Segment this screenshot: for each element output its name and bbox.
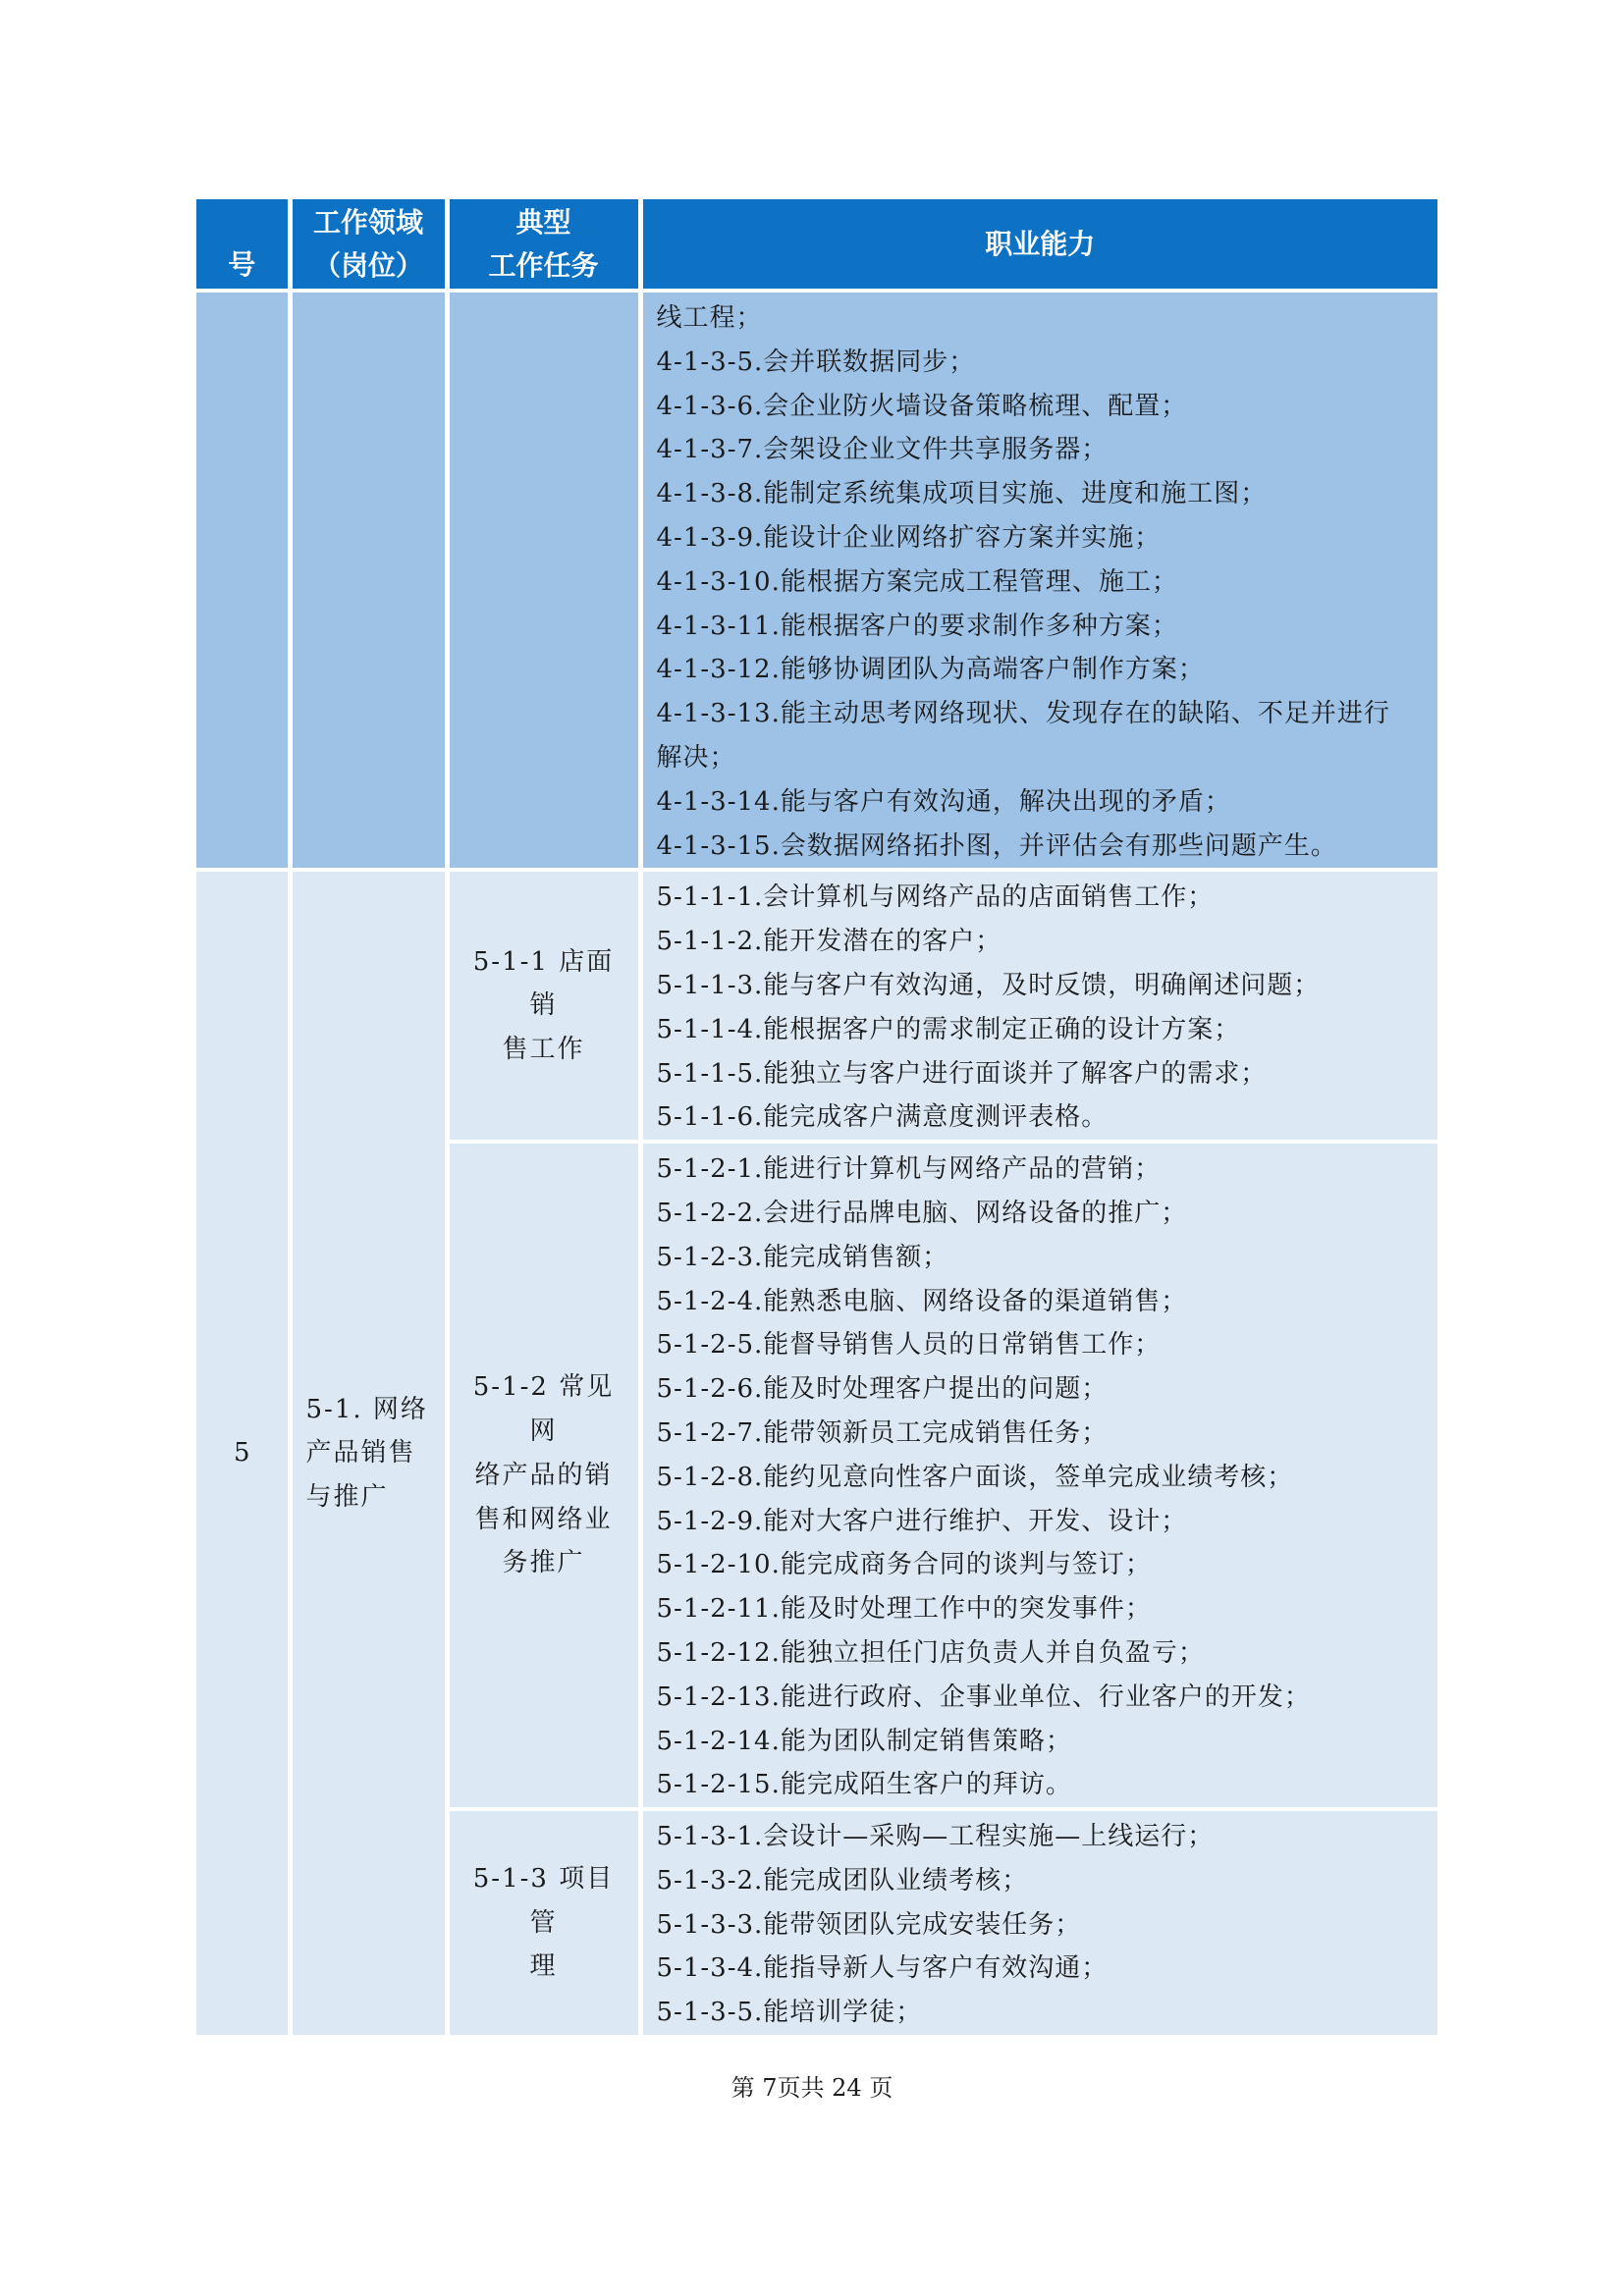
no-cell-5: 5 [196,870,290,2037]
task-name-line: 务推广 [502,1548,585,1578]
header-domain-text [293,201,445,288]
ability-item: 5-1-1-1.会计算机与网络产品的店面销售工作； [656,882,1215,913]
table-header-row [196,199,1437,291]
header-ability: 职业能力 [640,199,1437,291]
ability-item: 5-1-2-12.能独立担任门店负责人并自负盈亏； [656,1637,1205,1668]
header-task-text [450,201,638,288]
table-row-5-1-1 [196,870,1437,1142]
ability-item: 4-1-3-13.能主动思考网络现状、发现存在的缺陷、不足并进行 [656,699,1390,729]
ability-item: 5-1-1-6.能完成客户满意度测评表格。 [656,1102,1109,1133]
ability-item: 5-1-2-10.能完成商务合同的谈判与签订； [656,1550,1152,1580]
header-domain-line: （岗位） [312,248,423,282]
ability-item: 5-1-2-14.能为团队制定销售策略； [656,1726,1072,1756]
ability-item: 4-1-3-11.能根据客户的要求制作多种方案； [656,611,1178,641]
task-name-line: 售工作 [502,1035,585,1065]
ability-item: 4-1-3-5.会并联数据同步； [656,347,976,377]
ability-item: 5-1-2-1.能进行计算机与网络产品的营销； [656,1154,1162,1185]
header-domain [290,199,447,291]
ability-item: 4-1-3-14.能与客户有效沟通，解决出现的矛盾； [656,786,1231,817]
ability-item: 5-1-2-5.能督导销售人员的日常销售工作； [656,1330,1162,1361]
ability-item: 5-1-2-7.能带领新员工完成销售任务； [656,1417,1109,1448]
ability-item: 4-1-3-12.能够协调团队为高端客户制作方案； [656,655,1205,685]
table-row-continued [196,291,1437,870]
task-name-line: 5-1-3 项目管 [472,1863,615,1938]
task-name-5-1-2 [450,1365,638,1585]
task-name-line: 理 [529,1951,558,1982]
domain-5-1-line: 与推广 [305,1482,389,1513]
task-cell-5-1-2 [447,1142,640,1809]
header-task [447,199,640,291]
ability-item: 5-1-3-4.能指导新人与客户有效沟通； [656,1953,1109,1984]
task-name-line: 5-1-1 店面销 [472,946,615,1021]
task-cell-5-1-1 [447,870,640,1142]
page-footer: 第 7页共 24 页 [731,2074,893,2102]
ability-item: 5-1-2-6.能及时处理客户提出的问题； [656,1374,1109,1405]
task-name-5-1-1 [450,940,638,1072]
task-name-line: 5-1-2 常见网 [472,1372,615,1446]
competency-table [196,199,1437,2039]
no-cell-empty [196,291,290,870]
ability-item: 5-1-1-2.能开发潜在的客户； [656,927,1002,957]
ability-item: 5-1-3-3.能带领团队完成安装任务； [656,1909,1082,1940]
ability-item: 4-1-3-8.能制定系统集成项目实施、进度和施工图； [656,479,1268,509]
domain-cell-5-1 [290,870,447,2037]
ability-item: 5-1-2-8.能约见意向性客户面谈，签单完成业绩考核； [656,1462,1294,1492]
ability-item: 5-1-1-4.能根据客户的需求制定正确的设计方案； [656,1014,1241,1044]
ability-item: 线工程； [656,303,763,333]
ability-cell-5-1-3 [640,1809,1437,2037]
ability-item: 5-1-3-2.能完成团队业绩考核； [656,1865,1029,1896]
ability-item: 4-1-3-15.会数据网络拓扑图，并评估会有那些问题产生。 [656,830,1337,861]
ability-item: 5-1-2-13.能进行政府、企事业单位、行业客户的开发； [656,1682,1311,1712]
header-task-line: 工作任务 [488,248,599,282]
task-name-line: 售和网络业 [474,1504,613,1534]
domain-text-5-1 [293,1388,445,1520]
task-name-5-1-3 [450,1857,638,1989]
ability-item: 5-1-2-2.会进行品牌电脑、网络设备的推广； [656,1198,1188,1228]
ability-item: 5-1-1-5.能独立与客户进行面谈并了解客户的需求； [656,1058,1268,1089]
domain-cell-empty [290,291,447,870]
ability-item: 5-1-3-5.能培训学徒； [656,1998,923,2028]
ability-item: 解决； [656,742,736,773]
ability-item: 5-1-2-3.能完成销售额； [656,1242,949,1272]
task-cell-5-1-3 [447,1809,640,2037]
ability-item: 5-1-2-4.能熟悉电脑、网络设备的渠道销售； [656,1286,1188,1316]
ability-cell-5-1-2 [640,1142,1437,1809]
ability-item: 5-1-2-15.能完成陌生客户的拜访。 [656,1770,1072,1800]
ability-item: 4-1-3-6.会企业防火墙设备策略梳理、配置； [656,391,1188,421]
task-cell-empty [447,291,640,870]
task-name-line: 络产品的销 [474,1460,613,1490]
ability-item: 5-1-2-11.能及时处理工作中的突发事件； [656,1594,1152,1625]
ability-item: 4-1-3-7.会架设企业文件共享服务器； [656,435,1109,465]
header-no: 号 [196,199,290,291]
domain-5-1-line: 产品销售 [305,1438,416,1468]
ability-cell-4-1-3 [640,291,1437,870]
ability-item: 5-1-2-9.能对大客户进行维护、开发、设计； [656,1506,1188,1536]
ability-item: 4-1-3-9.能设计企业网络扩容方案并实施； [656,522,1162,553]
header-domain-line: 工作领域 [312,205,423,239]
ability-item: 4-1-3-10.能根据方案完成工程管理、施工； [656,566,1178,597]
ability-item: 5-1-3-1.会设计—采购—工程实施—上线运行； [656,1822,1215,1852]
ability-item: 5-1-1-3.能与客户有效沟通，及时反馈，明确阐述问题； [656,970,1321,1000]
domain-5-1-line: 5-1. 网络 [305,1394,428,1424]
header-task-line: 典型 [515,205,571,239]
ability-cell-5-1-1 [640,870,1437,1142]
